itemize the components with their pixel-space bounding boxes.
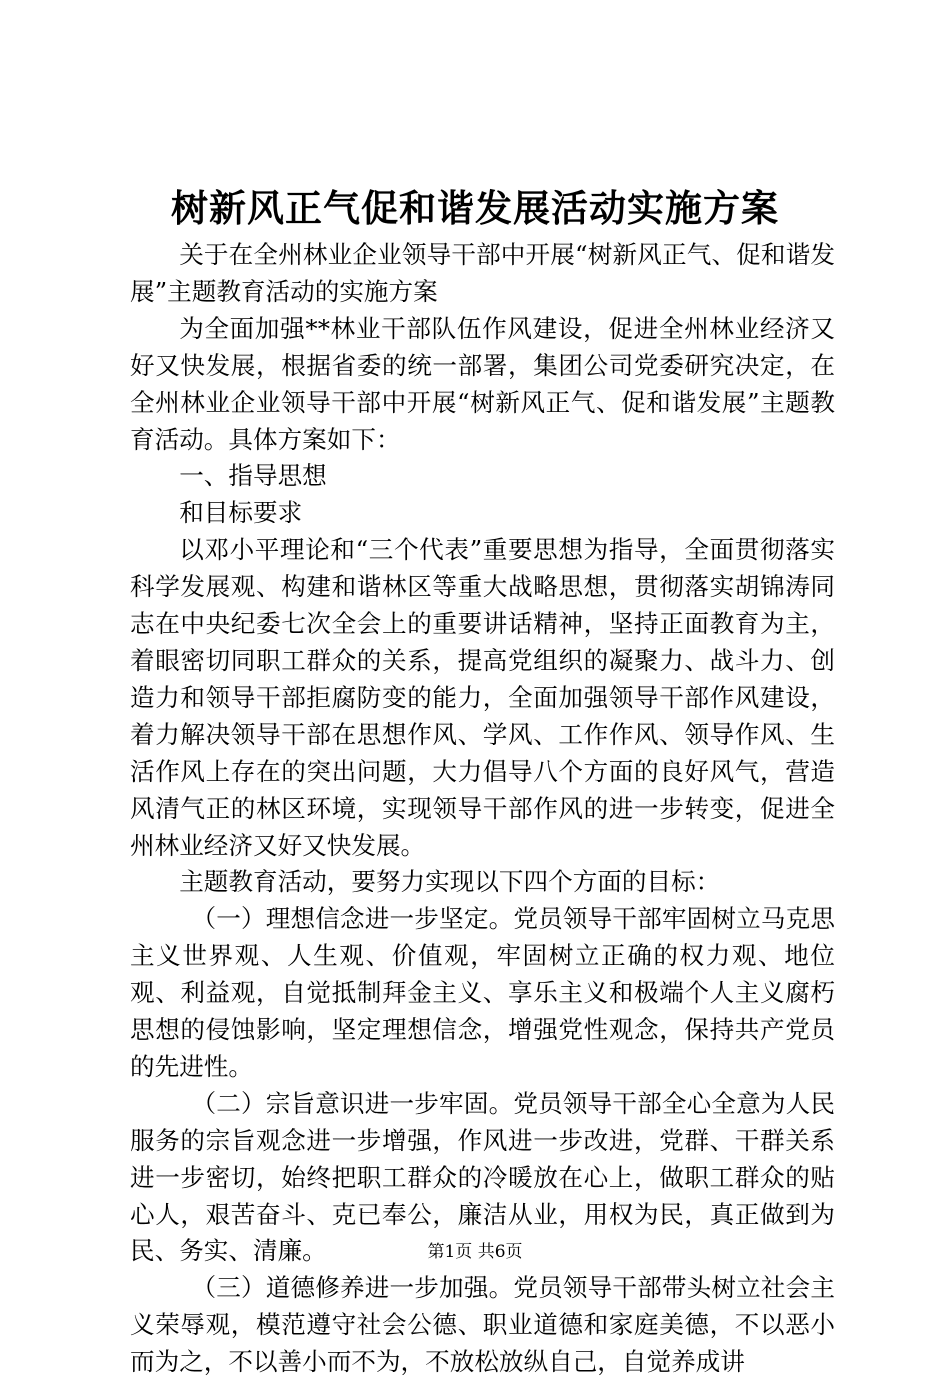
- paragraph-plan-heading: 关于在全州林业企业领导干部中开展“树新风正气、促和谐发展”主题教育活动的实施方案: [130, 240, 835, 306]
- document-body: [130, 237, 835, 1381]
- paragraph-goal-3: （三）道德修养进一步加强。党员领导干部带头树立社会主义荣辱观，模范遵守社会公德、职业道德和家庭美德，不以恶小而为之，不以善小而不为，不放松放纵自己，自觉养成讲: [130, 1273, 835, 1377]
- document-title: 树新风正气促和谐发展活动实施方案: [171, 186, 779, 230]
- page-number-footer: 第1页 共6页: [427, 1242, 523, 1262]
- paragraph-goal-2: （二）宗旨意识进一步牢固。党员领导干部全心全意为人民服务的宗旨观念进一步增强，作风进一步改进，党群、干群关系进一步密切，始终把职工群众的冷暖放在心上，做职工群众的贴心人，艰苦奋斗、克已奉公，廉洁从业，用权为民，真正做到为民、务实、清廉。: [130, 1088, 835, 1266]
- section-heading-goals: 和目标要求: [179, 498, 303, 528]
- paragraph-guidance: 以邓小平理论和“三个代表”重要思想为指导，全面贯彻落实科学发展观、构建和谐林区等重大战略思想，贯彻落实胡锦涛同志在中央纪委七次全会上的重要讲话精神，坚持正面教育为主，着眼密切同职工群众的关系，提高党组织的凝聚力、战斗力、创造力和领导干部拒腐防变的能力，全面加强领导干部作风建设，着力解决领导干部在思想作风、学风、工作作风、领导作风、生活作风上存在的突出问题，大力倡导八个方面的良好风气，营造风清气正的林区环境，实现领导干部作风的进一步转变，促进全州林业经济又好又快发展。: [130, 535, 835, 860]
- paragraph-goals-lead: 主题教育活动，要努力实现以下四个方面的目标：: [179, 867, 721, 897]
- paragraph-goal-1: （一）理想信念进一步坚定。党员领导干部牢固树立马克思主义世界观、人生观、价值观，牢固树立正确的权力观、地位观、利益观，自觉抵制拜金主义、享乐主义和极端个人主义腐朽思想的侵蚀影响，坚定理想信念，增强党性观念，保持共产党员的先进性。: [130, 904, 835, 1081]
- section-heading-guiding-thought: 一、指导思想: [179, 461, 327, 491]
- paragraph-intro: 为全面加强**林业干部队伍作风建设，促进全州林业经济又好又快发展，根据省委的统一部署，集团公司党委研究决定，在全州林业企业领导干部中开展“树新风正气、促和谐发展”主题教育活动。具体方案如下：: [130, 313, 835, 454]
